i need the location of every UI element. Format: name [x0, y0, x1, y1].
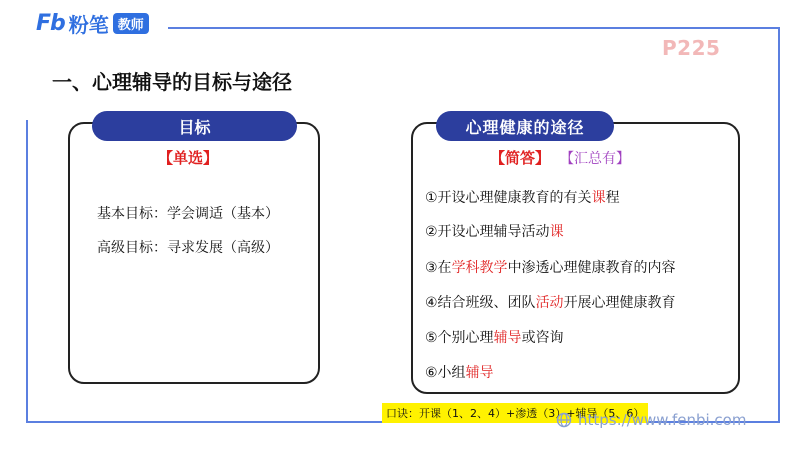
- mnemonic-note: 口诀：开课（1、2、4）+渗透（3）+辅导（5、6）: [382, 403, 648, 423]
- ways-tag-extra: 【汇总有】: [560, 151, 630, 167]
- ways-title-pill: 心理健康的途径: [436, 111, 614, 141]
- way-item: ①开设心理健康教育的有关课程: [425, 190, 620, 206]
- fenbi-logo: [36, 10, 149, 36]
- goals-tag: 【单选】: [158, 149, 219, 167]
- slide-heading: 一、心理辅导的目标与途径: [52, 70, 292, 94]
- way-item: ②开设心理辅导活动课: [425, 224, 564, 240]
- ways-tag: 【简答】: [490, 149, 551, 167]
- logo-name: 粉笔: [68, 12, 109, 37]
- frame-top-line: [168, 27, 780, 29]
- frame-right-line: [778, 27, 780, 422]
- way-item: ④结合班级、团队活动开展心理健康教育: [425, 295, 676, 311]
- logo-mark: Fb: [36, 10, 65, 36]
- way-item: ③在学科教学中渗透心理健康教育的内容: [425, 260, 676, 276]
- frame-left-line: [26, 120, 28, 422]
- way-item: ⑤个别心理辅导或咨询: [425, 330, 564, 346]
- goal-item-basic: 基本目标：学会调适（基本）: [97, 206, 279, 222]
- logo-badge: 教师: [113, 13, 149, 34]
- globe-icon: [556, 412, 572, 428]
- way-item: ⑥小组辅导: [425, 365, 494, 381]
- site-url-text: https://www.fenbi.com: [578, 411, 747, 429]
- page-number: P225: [662, 36, 721, 60]
- site-url[interactable]: [556, 411, 746, 429]
- goals-title-pill: 目标: [92, 111, 297, 141]
- goal-item-advanced: 高级目标：寻求发展（高级）: [97, 240, 279, 256]
